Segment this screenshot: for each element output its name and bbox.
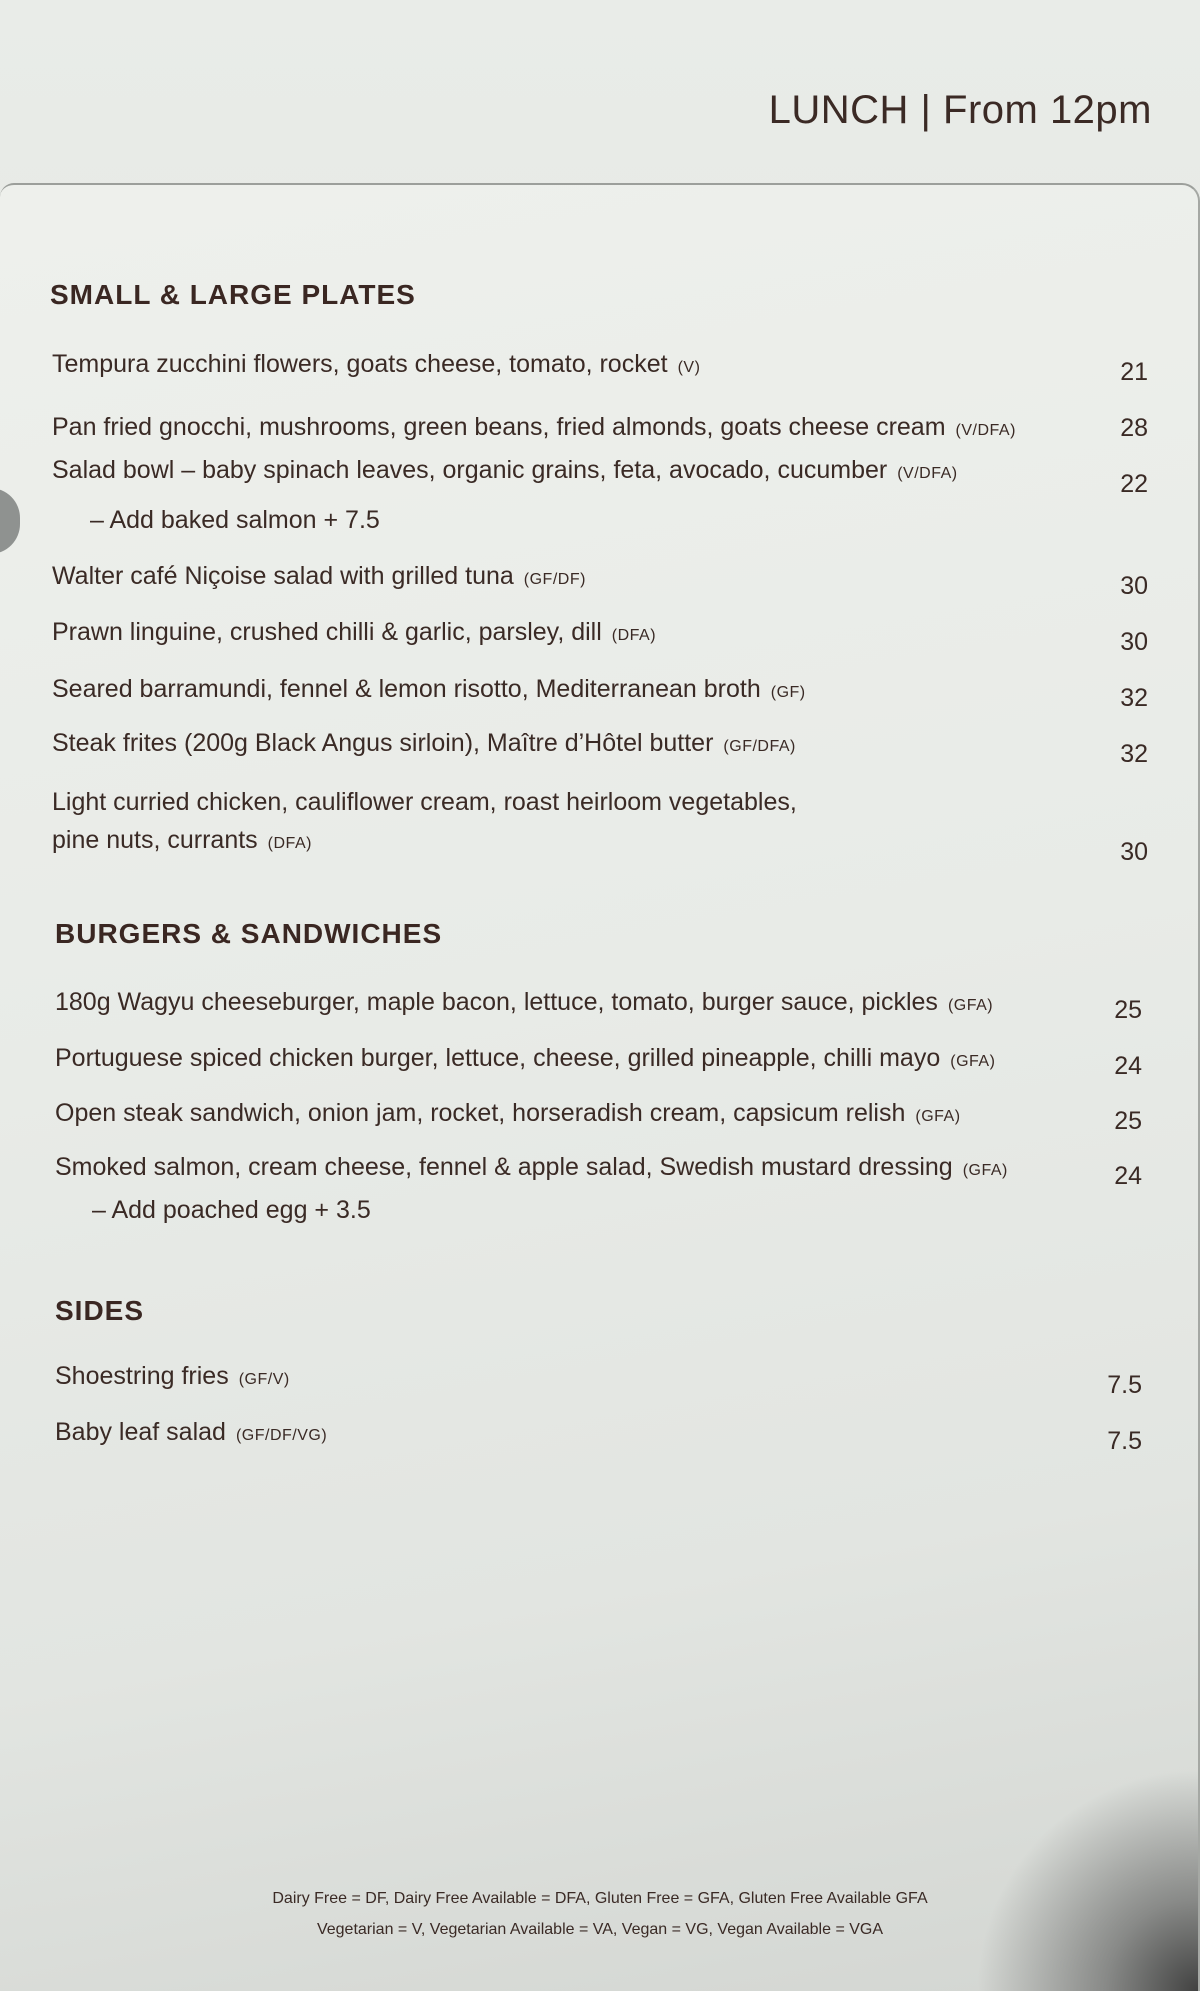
dietary-tag: (GFA): [962, 1162, 1008, 1179]
item-price: 30: [1120, 572, 1148, 600]
item-name: Shoestring fries: [55, 1362, 229, 1390]
item-name: Light curried chicken, cauliflower cream, roast heirloom vegetables,: [52, 788, 797, 816]
dietary-tag: (GFA): [950, 1053, 996, 1070]
item-price: 21: [1120, 358, 1148, 386]
item-addon: – Add poached egg + 3.5: [92, 1196, 371, 1224]
dietary-tag: (GFA): [915, 1108, 961, 1125]
menu-item: [55, 1099, 961, 1128]
menu-item: [55, 1418, 327, 1447]
item-price: 7.5: [1107, 1371, 1142, 1399]
item-name: Portuguese spiced chicken burger, lettuce, cheese, grilled pineapple, chilli mayo: [55, 1044, 941, 1072]
item-price: 24: [1114, 1162, 1142, 1190]
dietary-legend-line-2: Vegetarian = V, Vegetarian Available = VA, Vegan = VG, Vegan Available = VGA: [316, 1921, 884, 1938]
dietary-tag: (DFA): [267, 835, 312, 852]
dietary-tag: (DFA): [611, 627, 657, 644]
corner-shadow: [938, 1731, 1198, 1991]
dietary-tag: (GF/DF): [523, 571, 586, 588]
item-price: 25: [1114, 996, 1142, 1024]
menu-item: [55, 1362, 290, 1391]
menu-card: [0, 183, 1200, 1991]
menu-item-continued: [52, 826, 312, 855]
menu-item: [52, 456, 958, 485]
item-name: Open steak sandwich, onion jam, rocket, horseradish cream, capsicum relish: [55, 1099, 906, 1127]
dietary-tag: (V): [677, 359, 701, 376]
dietary-tag: (GF/DFA): [723, 738, 796, 755]
menu-title: LUNCH | From 12pm: [768, 88, 1152, 132]
menu-item: [52, 729, 796, 758]
section-title-sides: SIDES: [55, 1295, 145, 1326]
item-price: 32: [1120, 684, 1148, 712]
item-price: 30: [1120, 838, 1148, 866]
item-name: Salad bowl – baby spinach leaves, organic grains, feta, avocado, cucumber: [52, 456, 888, 484]
dietary-tag: (GF/V): [238, 1371, 290, 1388]
item-name: pine nuts, currants: [52, 826, 258, 854]
item-name: Walter café Niçoise salad with grilled tuna: [52, 562, 514, 590]
menu-item: [52, 618, 656, 647]
dietary-tag: (GF/DF/VG): [235, 1427, 328, 1444]
item-price: 7.5: [1107, 1427, 1142, 1455]
menu-item: [52, 675, 806, 704]
menu-item: [52, 562, 586, 591]
menu-item: [52, 788, 797, 817]
item-name: Steak frites (200g Black Angus sirloin), Maître d’Hôtel butter: [52, 729, 714, 757]
item-price: 22: [1120, 470, 1148, 498]
menu-item: [52, 350, 700, 379]
item-name: Baby leaf salad: [55, 1418, 226, 1446]
item-name: Pan fried gnocchi, mushrooms, green beans, fried almonds, goats cheese cream: [52, 413, 946, 441]
item-name: Smoked salmon, cream cheese, fennel & apple salad, Swedish mustard dressing: [55, 1153, 953, 1181]
dietary-tag: (GF): [770, 684, 806, 701]
item-name: Prawn linguine, crushed chilli & garlic, parsley, dill: [52, 618, 602, 646]
section-title-small-large: SMALL & LARGE PLATES: [50, 279, 416, 310]
menu-item: [55, 988, 993, 1017]
item-addon: – Add baked salmon + 7.5: [90, 506, 380, 534]
item-name: Seared barramundi, fennel & lemon risotto, Mediterranean broth: [52, 675, 761, 703]
dietary-legend-line-1: Dairy Free = DF, Dairy Free Available = DFA, Gluten Free = GFA, Gluten Free Available GFA: [272, 1890, 928, 1907]
item-price: 28: [1120, 414, 1148, 442]
item-price: 32: [1120, 740, 1148, 768]
item-price: 25: [1114, 1107, 1142, 1135]
dietary-tag: (GFA): [947, 997, 994, 1014]
item-name: Tempura zucchini flowers, goats cheese, tomato, rocket: [52, 350, 668, 378]
item-price: 30: [1120, 628, 1148, 656]
dietary-tag: (V/DFA): [955, 422, 1016, 439]
item-price: 24: [1114, 1052, 1142, 1080]
menu-item: [52, 413, 1016, 442]
menu-item: [55, 1153, 1008, 1182]
dietary-tag: (V/DFA): [897, 465, 958, 482]
section-title-burgers: BURGERS & SANDWICHES: [55, 918, 443, 949]
item-name: 180g Wagyu cheeseburger, maple bacon, lettuce, tomato, burger sauce, pickles: [55, 988, 938, 1016]
menu-item: [55, 1044, 995, 1073]
